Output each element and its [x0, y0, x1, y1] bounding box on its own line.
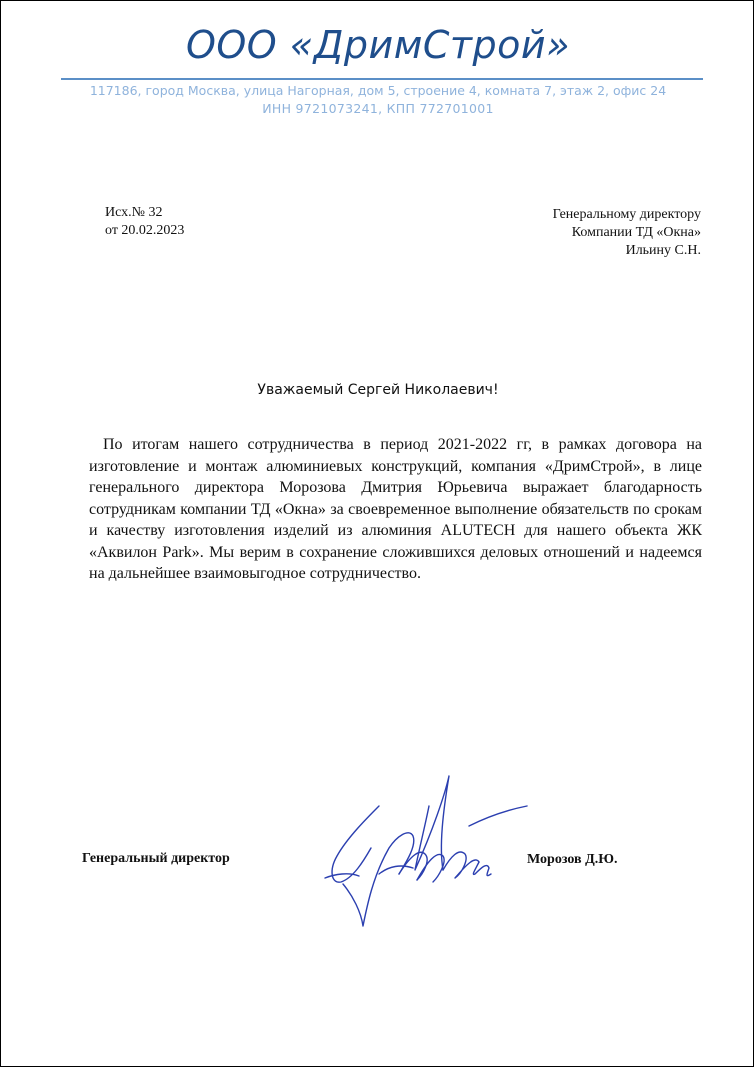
- letter-greeting: Уважаемый Сергей Николаевич!: [257, 382, 499, 398]
- company-title: ООО «ДримСтрой»: [185, 23, 571, 67]
- recipient-company: Компании ТД «Окна»: [571, 225, 701, 240]
- outgoing-reference: [105, 204, 184, 240]
- signatory-name: Морозов Д.Ю.: [527, 852, 618, 867]
- letter-body: По итогам нашего сотрудничества в период 2021-2022 гг, в рамках договора на изготовление и монтаж алюминиевых конструкций, компания «ДримСтрой», в лице генерального директора Морозова Дмитрия Юрьевича выражает благодарность сотрудникам компании ТД «Окна» за своевременное выполнение обязательств по срокам и качеству изготовления изделий из алюминия ALUTECH для нашего объекта ЖК «Аквилон Park». Мы верим в сохранение сложившихся деловых отношений и надеемся на дальнейшее взаимовыгодное сотрудничество.: [89, 436, 702, 582]
- handwritten-signature-icon: [319, 766, 537, 931]
- header-divider: [61, 78, 703, 80]
- reference-date: от 20.02.2023: [105, 223, 185, 238]
- signature-strokes: [325, 776, 527, 926]
- company-address: 117186, город Москва, улица Нагорная, дом 5, строение 4, комната 7, этаж 2, офис 24: [89, 83, 667, 98]
- recipient-position: Генеральному директору: [552, 207, 701, 222]
- recipient-block: [553, 206, 701, 260]
- reference-number: Исх.№ 32: [105, 205, 163, 220]
- company-tax-ids: ИНН 9721073241, КПП 772701001: [262, 101, 494, 116]
- recipient-name: Ильину С.Н.: [625, 243, 701, 258]
- signatory-title: Генеральный директор: [82, 851, 230, 866]
